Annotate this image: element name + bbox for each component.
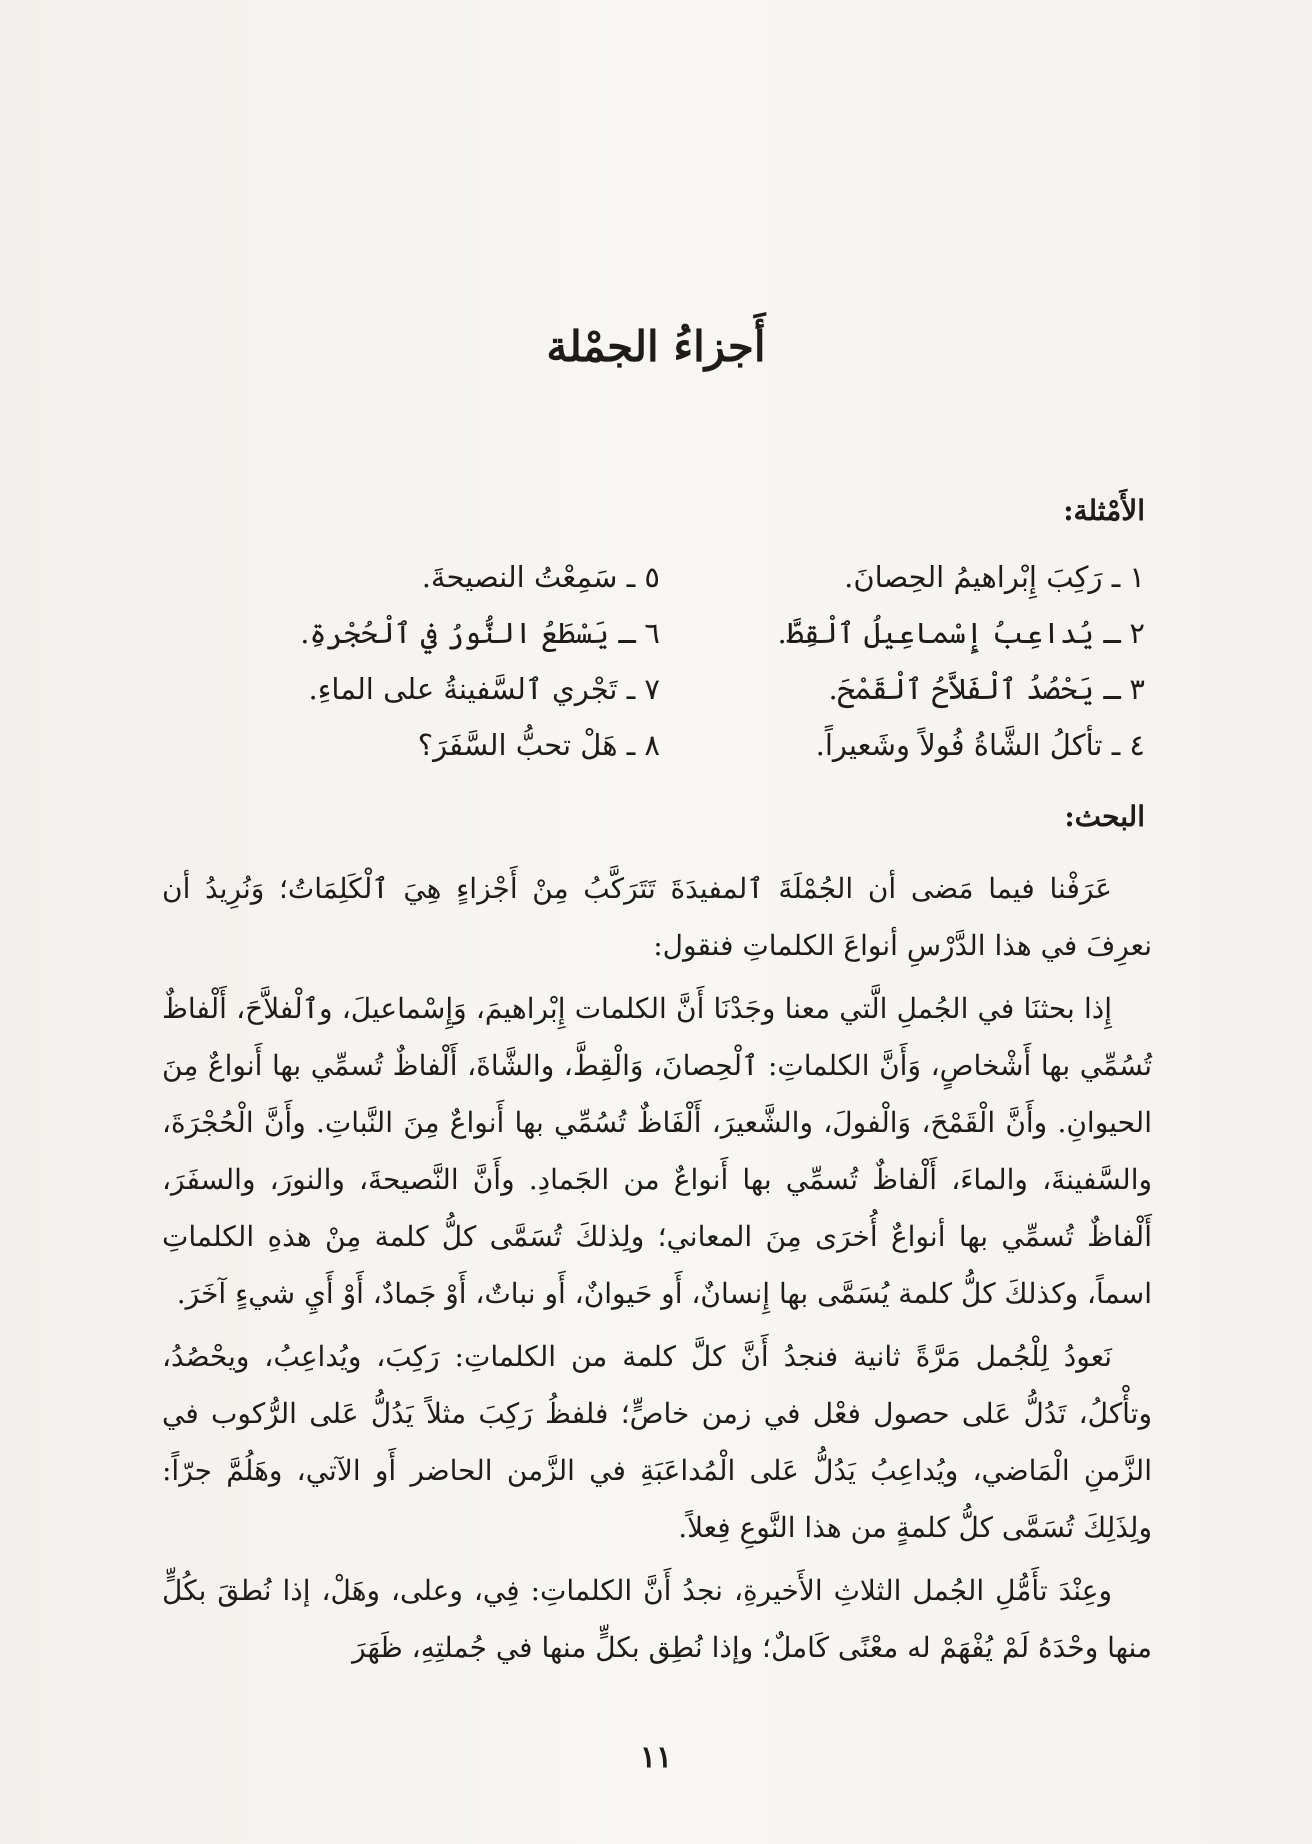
example-2: ٢ ـ يُداعِبُ إِسْماعِيلُ ٱلْقِطَّ. [777,616,1145,650]
page-title: أَجزاءُ الجمْلة [546,322,766,371]
example-6: ٦ ـ يَسْطَعُ النُّورُ في ٱلْحُجْرةِ. [300,616,660,650]
body-text [162,860,1152,1682]
example-1: ١ ـ رَكِبَ إِبْراهيمُ الحِصانَ. [844,560,1145,594]
example-5: ٥ ـ سَمِعْتُ النصيحةَ. [421,560,660,594]
paragraph-2: إِذا بحثنَا في الجُملِ الَّتي معنا وجَدْنَا أَنَّ الكلمات إِبْراهيمَ، وَإِسْماعيلَ، وٱلْفلاَّحَ، أَلْفاظٌ تُسُمِّي بها أَشْخاصٍ، وَأَنَّ الكلماتِ: ٱلْحِصانَ، وَالْقِطَّ، والشَّاةَ، أَلْفاظٌ تُسمِّي بها أَنواعٌ مِنَ الحيوانِ. وأَنَّ الْقَمْحَ، وَالْفولَ، والشَّعيرَ، أَلْفَاظٌ تُسُمِّي بها أَنواعٌ مِنَ النَّباتِ. وأَنَّ الْحُجْرَةَ، والسَّفينةَ، والماءَ، أَلْفاظٌ تُسمِّي بها أَنواعٌ من الجَمادِ. وأَنَّ النَّصيحةَ، والنورَ، والسفَرَ، أَلْفاظٌ تُسمِّي بها أنواعٌ أُخرَى مِنَ المعاني؛ ولِذلكَ تُسَمَّى كلُّ كلمة مِنْ هذهِ الكلماتِ اسماً، وكذلكَ كلُّ كلمة يُسَمَّى بها إِنسانٌ، أَو حَيوانٌ، أَو نباتٌ، أَوْ جَمادٌ، أَوْ أَيِ شيءٍ آخَرَ. [162,992,1152,1310]
example-8: ٨ ـ هَلْ تحبُّ السَّفَرَ؟ [417,728,660,762]
paragraph-3: نَعودُ لِلْجُمل مَرَّةً ثانية فنجدُ أَنَّ كلَّ كلمة من الكلماتِ: رَكِبَ، ويُداعِبُ، ويحْصُدُ، وتأْكلُ، تَدُلُّ عَلى حصول فعْل في زمن خاصٍّ؛ فلفظُ رَكِبَ مثلاً يَدُلُّ عَلى الرُّكوب في الزَّمنِ الْمَاضي، ويُداعِبُ يَدُلُّ عَلى الْمُداعَبَةِ في الزَّمن الحاضر أَو الآتي، وهَلُمَّ جرّاً: ولِذَلِكَ تُسَمَّى كلُّ كلمةٍ من هذا النَّوعِ فِعلاً. [162,1340,1152,1544]
example-4: ٤ ـ تأكلُ الشَّاةُ فُولاً وشَعيراً. [815,728,1145,762]
examples-heading: الأَمْثلة: [1063,494,1145,527]
example-7: ٧ ـ تَجْري ٱلسَّفينةُ على الماءِ. [308,672,660,706]
page-number: ١١ [639,1740,673,1775]
research-heading: البحث: [1064,800,1145,833]
example-3: ٣ ـ يَحْصُدُ ٱلْفَلاَّحُ ٱلْقَمْحَ. [828,672,1145,706]
paragraph-1: عَرَفْنا فيما مَضى أن الجُمْلَةَ ٱلمفيدَةَ تَتَرَكَّبُ مِنْ أَجْزاءٍ هِيَ ٱلْكَلِمَاتُ؛ وَنُرِيدُ أن نعرِفَ في هذا الدَّرْسِ أنواعَ الكلماتِ فنقول: [162,872,1152,962]
paragraph-4: وعِنْدَ تأَمُّلِ الجُمل الثلاثِ الأَخيرةِ، نجدُ أَنَّ الكلماتِ: فِي، وعلى، وهَلْ، إذا نُطقَ بكُلٍّ منها وحْدَهُ لَمْ يُفْهَمْ له معْنًى كَاملٌ؛ وإذا نُطِق بكلٍّ منها في جُملتِهِ، ظَهَرَ [162,1574,1152,1664]
